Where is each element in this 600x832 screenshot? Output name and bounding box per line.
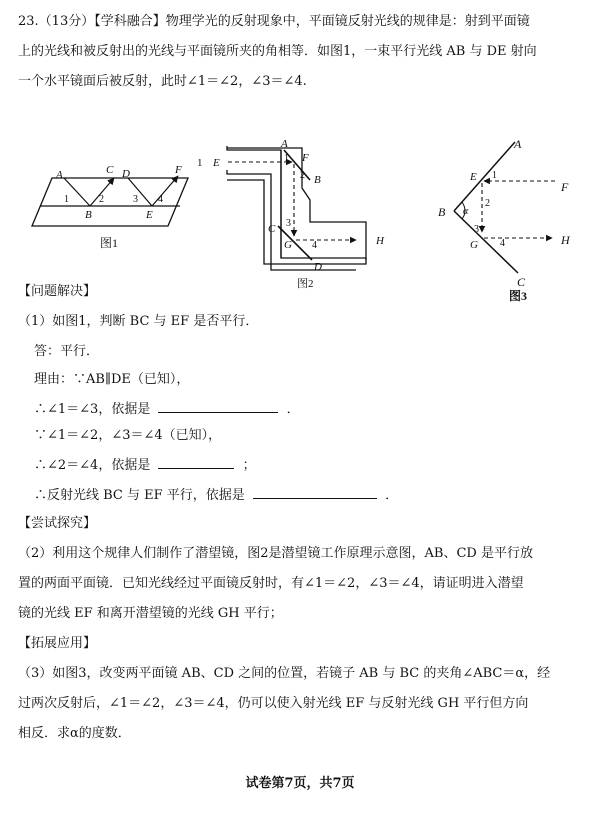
fig3-label-2: 2: [485, 198, 490, 209]
fig3-label-alpha: α: [463, 206, 469, 217]
fig3-label-1: 1: [492, 170, 497, 181]
fig1-label-2: 2: [99, 194, 104, 205]
fig3-label-c: C: [517, 275, 526, 289]
figure-2: [197, 138, 385, 290]
fig1-label-e: E: [146, 209, 153, 221]
part2-line-2: 置的两面平面镜．已知光线经过平面镜反射时，有∠1＝∠2，∠3＝∠4，请证明进入潜望: [18, 576, 524, 591]
fig2-label-2: 2: [300, 170, 305, 181]
part2-line-3: 镜的光线 EF 和离开潜望镜的光线 GH 平行；: [18, 606, 283, 621]
fig2-label-g: G: [284, 239, 292, 251]
fig3-mirror-bc: [454, 211, 518, 273]
section-try-explore: 【尝试探究】: [18, 516, 97, 531]
fig1-label-1: 1: [64, 194, 69, 205]
part1-step2: ∵∠1＝∠2，∠3＝∠4（已知），: [34, 428, 222, 443]
fig2-label-3: 3: [286, 218, 291, 229]
fig3-label-e: E: [470, 171, 477, 183]
fig3-caption: 图3: [509, 289, 528, 303]
figure-3: [438, 137, 571, 303]
fig2-tube-outer: [227, 146, 366, 260]
fig2-label-4: 4: [312, 240, 317, 251]
fig3-label-3: 3: [474, 224, 479, 235]
page-footer: 试卷第7页，共7页: [245, 776, 355, 791]
fig2-label-d: D: [314, 261, 322, 273]
fig3-label-g: G: [470, 239, 478, 251]
fig1-label-3: 3: [133, 194, 138, 205]
section-extend-apply: 【拓展应用】: [18, 636, 97, 651]
part1-question: （1）如图1，判断 BC 与 EF 是否平行．: [18, 314, 259, 329]
fig2-label-side-1: 1: [197, 157, 203, 169]
part1-step3-row: [34, 456, 256, 474]
fig1-ray-ef: [152, 176, 178, 206]
question-line-3: 一个水平镜面后被反射，此时∠1＝∠2，∠3＝∠4.: [18, 74, 307, 89]
fig1-label-a: A: [56, 169, 63, 181]
fig1-mirror: [32, 178, 188, 226]
part1-step1: ∴∠1＝∠3，依据是: [34, 402, 151, 417]
section-problem-solving: 【问题解决】: [18, 284, 97, 299]
fig2-label-1: 1: [284, 153, 289, 164]
fig3-label-f: F: [561, 180, 569, 194]
fig2-label-c: C: [268, 223, 276, 235]
fig2-label-a: A: [281, 138, 288, 150]
fig1-caption: 图1: [100, 236, 119, 250]
part1-answer: 答：平行．: [34, 344, 100, 359]
fig1-label-4: 4: [158, 194, 163, 205]
answer-blank-3[interactable]: [253, 486, 377, 499]
fig3-label-a: A: [514, 137, 522, 151]
figure-1: [32, 164, 188, 250]
part2-line-1: （2）利用这个规律人们制作了潜望镜，图2是潜望镜工作原理示意图，AB、CD 是平行放: [18, 546, 533, 561]
fig2-label-e: E: [213, 157, 220, 169]
fig1-label-c: C: [106, 164, 114, 176]
fig3-label-b: B: [438, 205, 446, 219]
fig1-label-b: B: [85, 209, 92, 221]
fig3-label-4: 4: [500, 238, 505, 249]
answer-blank-1[interactable]: [158, 400, 278, 413]
part1-reason: 理由：∵AB∥DE（已知），: [34, 372, 190, 387]
part3-line-1: （3）如图3，改变两平面镜 AB、CD 之间的位置，若镜子 AB 与 BC 的夹角∠ABC＝α，经: [18, 666, 551, 681]
fig2-label-b: B: [314, 174, 321, 186]
answer-blank-2[interactable]: [158, 456, 234, 469]
part1-step4-end: ．: [385, 488, 399, 503]
part1-step1-end: ．: [286, 402, 300, 417]
fig2-label-f: F: [302, 152, 309, 164]
fig2-tube-inner: [227, 170, 356, 270]
part1-step1-row: [34, 400, 300, 418]
fig1-label-f: F: [175, 164, 182, 176]
fig2-caption: 图2: [297, 278, 314, 290]
part3-line-3: 相反．求α的度数．: [18, 726, 131, 741]
fig1-label-d: D: [122, 168, 130, 180]
fig3-label-h: H: [561, 233, 570, 247]
question-line-2: 上的光线和被反射出的光线与平面镜所夹的角相等．如图1，一束平行光线 AB 与 DE 射向: [18, 44, 537, 59]
part1-step3: ∴∠2＝∠4，依据是: [34, 458, 151, 473]
fig2-label-h: H: [376, 235, 384, 247]
question-line-1: 23.（13分）【学科融合】物理学光的反射现象中，平面镜反射光线的规律是：射到平面镜: [18, 14, 530, 29]
part3-line-2: 过两次反射后，∠1＝∠2，∠3＝∠4，仍可以使入射光线 EF 与反射光线 GH 平行但方向: [18, 696, 529, 711]
part1-step4: ∴反射光线 BC 与 EF 平行，依据是: [34, 488, 245, 503]
fig1-ray-de: [128, 178, 152, 206]
part1-step3-end: ；: [242, 458, 256, 473]
part1-step4-row: [34, 486, 398, 504]
